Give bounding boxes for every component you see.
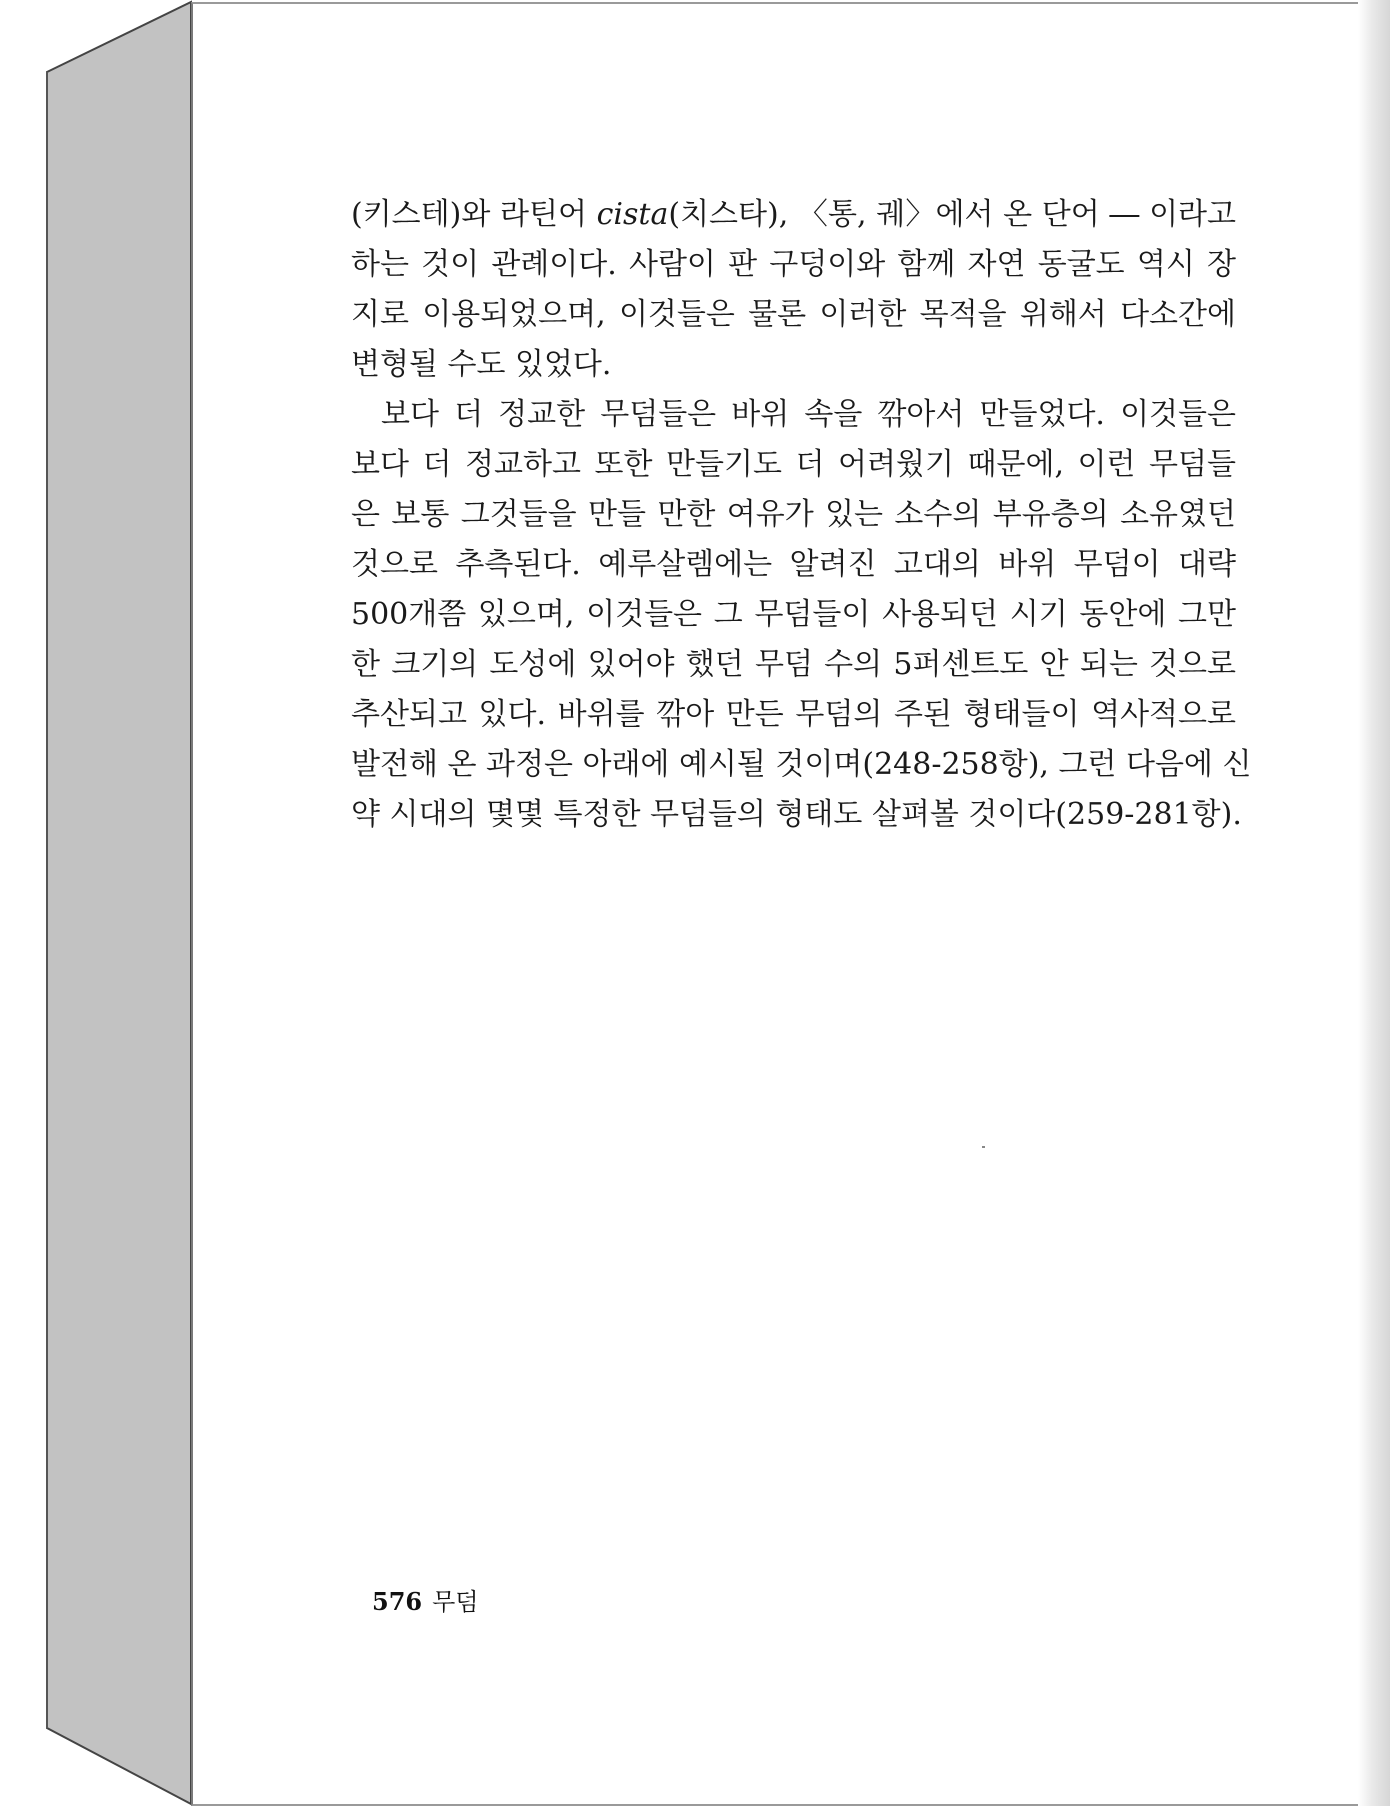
text-line-12: 발전해 온 과정은 아래에 예시될 것이며(248-258항), 그런 다음에 신 — [351, 747, 1252, 782]
page-number: 576 — [372, 1587, 423, 1616]
page-shadow-edge — [1358, 0, 1390, 1806]
text-line-11: 추산되고 있다. 바위를 깎아 만든 무덤의 주된 형태들이 역사적으로 — [351, 697, 1236, 732]
text-line-13: 약 시대의 몇몇 특정한 무덤들의 형태도 살펴볼 것이다(259-281항). — [351, 797, 1242, 832]
page-folio — [372, 1582, 478, 1617]
text-line-1-pre: (키스테)와 라틴어 — [351, 197, 597, 232]
book-spine-face — [47, 2, 191, 1804]
text-line-10: 한 크기의 도성에 있어야 했던 무덤 수의 5퍼센트도 안 되는 것으로 — [351, 647, 1236, 682]
text-line-8: 것으로 추측된다. 예루살렘에는 알려진 고대의 바위 무덤이 대략 — [351, 547, 1236, 582]
text-line-1-post: (치스타), 〈통, 궤〉에서 온 단어 ― 이라고 — [668, 197, 1237, 232]
text-line-9: 500개쯤 있으며, 이것들은 그 무덤들이 사용되던 시기 동안에 그만 — [351, 597, 1236, 632]
text-line-3: 지로 이용되었으며, 이것들은 물론 이러한 목적을 위해서 다소간에 — [351, 297, 1236, 332]
running-title: 무덤 — [432, 1588, 479, 1616]
text-line-6: 보다 더 정교하고 또한 만들기도 더 어려웠기 때문에, 이런 무덤들 — [351, 447, 1236, 482]
italic-word-cista: cista — [596, 197, 669, 232]
text-line-1 — [351, 190, 1236, 240]
text-line-5: 보다 더 정교한 무덤들은 바위 속을 깎아서 만들었다. 이것들은 — [381, 397, 1236, 432]
text-line-4: 변형될 수도 있었다. — [351, 347, 612, 382]
text-line-2: 하는 것이 관례이다. 사람이 판 구덩이와 함께 자연 동굴도 역시 장 — [351, 247, 1236, 282]
page-body-text — [351, 190, 1252, 840]
text-line-7: 은 보통 그것들을 만들 만한 여유가 있는 소수의 부유층의 소유였던 — [351, 497, 1236, 532]
print-speck — [982, 1146, 985, 1148]
